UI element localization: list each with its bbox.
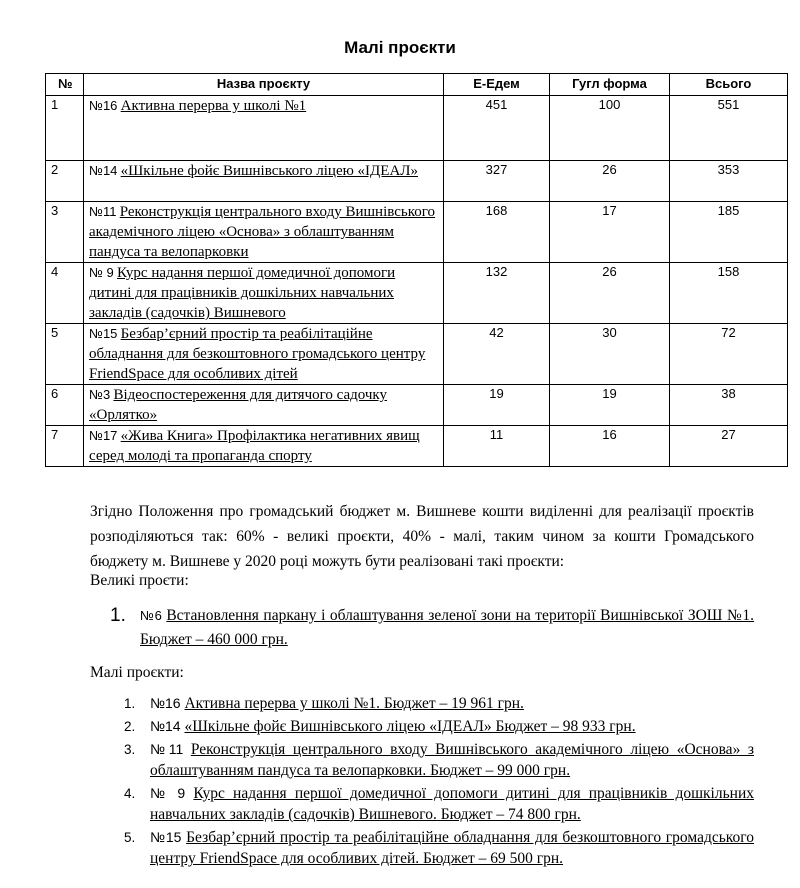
row-number: 5 xyxy=(46,324,84,385)
total-votes: 185 xyxy=(670,202,788,263)
total-votes: 72 xyxy=(670,324,788,385)
list-item xyxy=(118,693,754,714)
list-marker: 4. xyxy=(124,786,136,801)
project-link[interactable]: Реконструкція центрального входу Вишнівського академічного ліцею «Основа» з облаштуванням пандуса та велопарковки. Бюджет – 99 000 грн. xyxy=(150,741,754,779)
row-number: 4 xyxy=(46,263,84,324)
google-form-votes: 26 xyxy=(550,263,670,324)
project-code: №6 xyxy=(140,608,162,623)
header-number: № xyxy=(46,74,84,96)
project-link[interactable]: «Жива Книга» Профілактика негативних явищ серед молоді та пропаганда спорту xyxy=(89,428,420,464)
project-code: № 9 xyxy=(89,265,114,280)
total-votes: 27 xyxy=(670,426,788,467)
table-header-row xyxy=(46,74,788,96)
list-marker: 2. xyxy=(124,719,136,734)
table-row xyxy=(46,324,788,385)
google-form-votes: 26 xyxy=(550,161,670,202)
project-code: №16 xyxy=(89,98,118,113)
project-link[interactable]: Безбар’єрний простір та реабілітаційне обладнання для безкоштовного громадського центру FriendSpace для особливих дітей. Бюджет – 69 500 грн. xyxy=(150,829,755,867)
list-marker: 1. xyxy=(124,696,136,711)
table-row xyxy=(46,161,788,202)
row-number: 6 xyxy=(46,385,84,426)
list-item xyxy=(118,716,754,737)
google-form-votes: 30 xyxy=(550,324,670,385)
total-votes: 38 xyxy=(670,385,788,426)
big-projects-list xyxy=(110,604,754,652)
header-project-name: Назва проєкту xyxy=(84,74,444,96)
big-projects-label: Великі проєти: xyxy=(90,572,189,589)
row-number: 1 xyxy=(46,96,84,161)
table-row xyxy=(46,202,788,263)
list-marker: 5. xyxy=(124,830,136,845)
table-row xyxy=(46,96,788,161)
project-code: №11 xyxy=(150,741,184,757)
e-edem-votes: 132 xyxy=(444,263,550,324)
google-form-votes: 100 xyxy=(550,96,670,161)
google-form-votes: 19 xyxy=(550,385,670,426)
header-total: Всього xyxy=(670,74,788,96)
table-row xyxy=(46,263,788,324)
list-item xyxy=(118,827,754,869)
google-form-votes: 17 xyxy=(550,202,670,263)
project-link[interactable]: Безбар’єрний простір та реабілітаційне обладнання для безкоштовного громадського центру FriendSpace для особливих дітей xyxy=(89,326,426,382)
budget-paragraph: Згідно Положення про громадський бюджет м. Вишневе кошти виділенні для реалізації проєктів розподіляються так: 60% - великі проєкти, 40% - малі, таким чином за кошти Громадського бюджету м. Вишневе у 2020 році можуть бути реалізовані такі проєкти: xyxy=(90,503,754,570)
page-title: Малі проєкти xyxy=(344,38,456,57)
list-item xyxy=(118,739,754,781)
list-marker: 3. xyxy=(124,742,136,757)
small-projects-label: Малі проєкти: xyxy=(90,664,184,681)
project-code: №16 xyxy=(150,695,181,711)
project-link[interactable]: Відеоспостереження для дитячого садочку «Орлятко» xyxy=(89,387,388,423)
project-link[interactable]: «Шкільне фойє Вишнівського ліцею «ІДЕАЛ» xyxy=(120,163,418,179)
list-item xyxy=(140,604,754,652)
project-link[interactable]: «Шкільне фойє Вишнівського ліцею «ІДЕАЛ» Бюджет – 98 933 грн. xyxy=(184,718,636,735)
e-edem-votes: 168 xyxy=(444,202,550,263)
project-link[interactable]: Курс надання першої домедичної допомоги дитині для працівників дошкільних навчальних закладів (садочків) Вишневого xyxy=(89,265,396,321)
project-link[interactable]: Активна перерва у школі №1. Бюджет – 19 961 грн. xyxy=(184,695,524,712)
project-code: №3 xyxy=(89,387,111,402)
e-edem-votes: 19 xyxy=(444,385,550,426)
list-item xyxy=(118,783,754,825)
project-code: №14 xyxy=(89,163,118,178)
row-number: 7 xyxy=(46,426,84,467)
header-google-form: Гугл форма xyxy=(550,74,670,96)
table-row xyxy=(46,426,788,467)
row-number: 3 xyxy=(46,202,84,263)
project-code: № 9 xyxy=(150,785,186,801)
header-e-edem: Е-Едем xyxy=(444,74,550,96)
table-row xyxy=(46,385,788,426)
e-edem-votes: 451 xyxy=(444,96,550,161)
project-code: №11 xyxy=(89,204,117,219)
total-votes: 551 xyxy=(670,96,788,161)
e-edem-votes: 327 xyxy=(444,161,550,202)
project-link[interactable]: Курс надання першої домедичної допомоги дитині для працівників дошкільних навчальних закладів (садочків) Вишневого. Бюджет – 74 800 грн. xyxy=(150,785,754,823)
project-code: №15 xyxy=(150,829,182,845)
list-marker: 1. xyxy=(110,605,126,626)
project-code: №17 xyxy=(89,428,118,443)
google-form-votes: 16 xyxy=(550,426,670,467)
project-code: №15 xyxy=(89,326,118,341)
project-link[interactable]: Реконструкція центрального входу Вишнівського академічного ліцею «Основа» з облаштуванням пандуса та велопарковки xyxy=(89,204,436,260)
project-link[interactable]: Встановлення паркану і облаштування зеленої зони на території Вишнівської ЗОШ №1. Бюджет – 460 000 грн. xyxy=(140,607,755,648)
e-edem-votes: 42 xyxy=(444,324,550,385)
row-number: 2 xyxy=(46,161,84,202)
total-votes: 158 xyxy=(670,263,788,324)
small-projects-list xyxy=(118,693,754,871)
e-edem-votes: 11 xyxy=(444,426,550,467)
total-votes: 353 xyxy=(670,161,788,202)
project-link[interactable]: Активна перерва у школі №1 xyxy=(120,98,307,114)
projects-table xyxy=(45,73,788,467)
project-code: №14 xyxy=(150,718,181,734)
